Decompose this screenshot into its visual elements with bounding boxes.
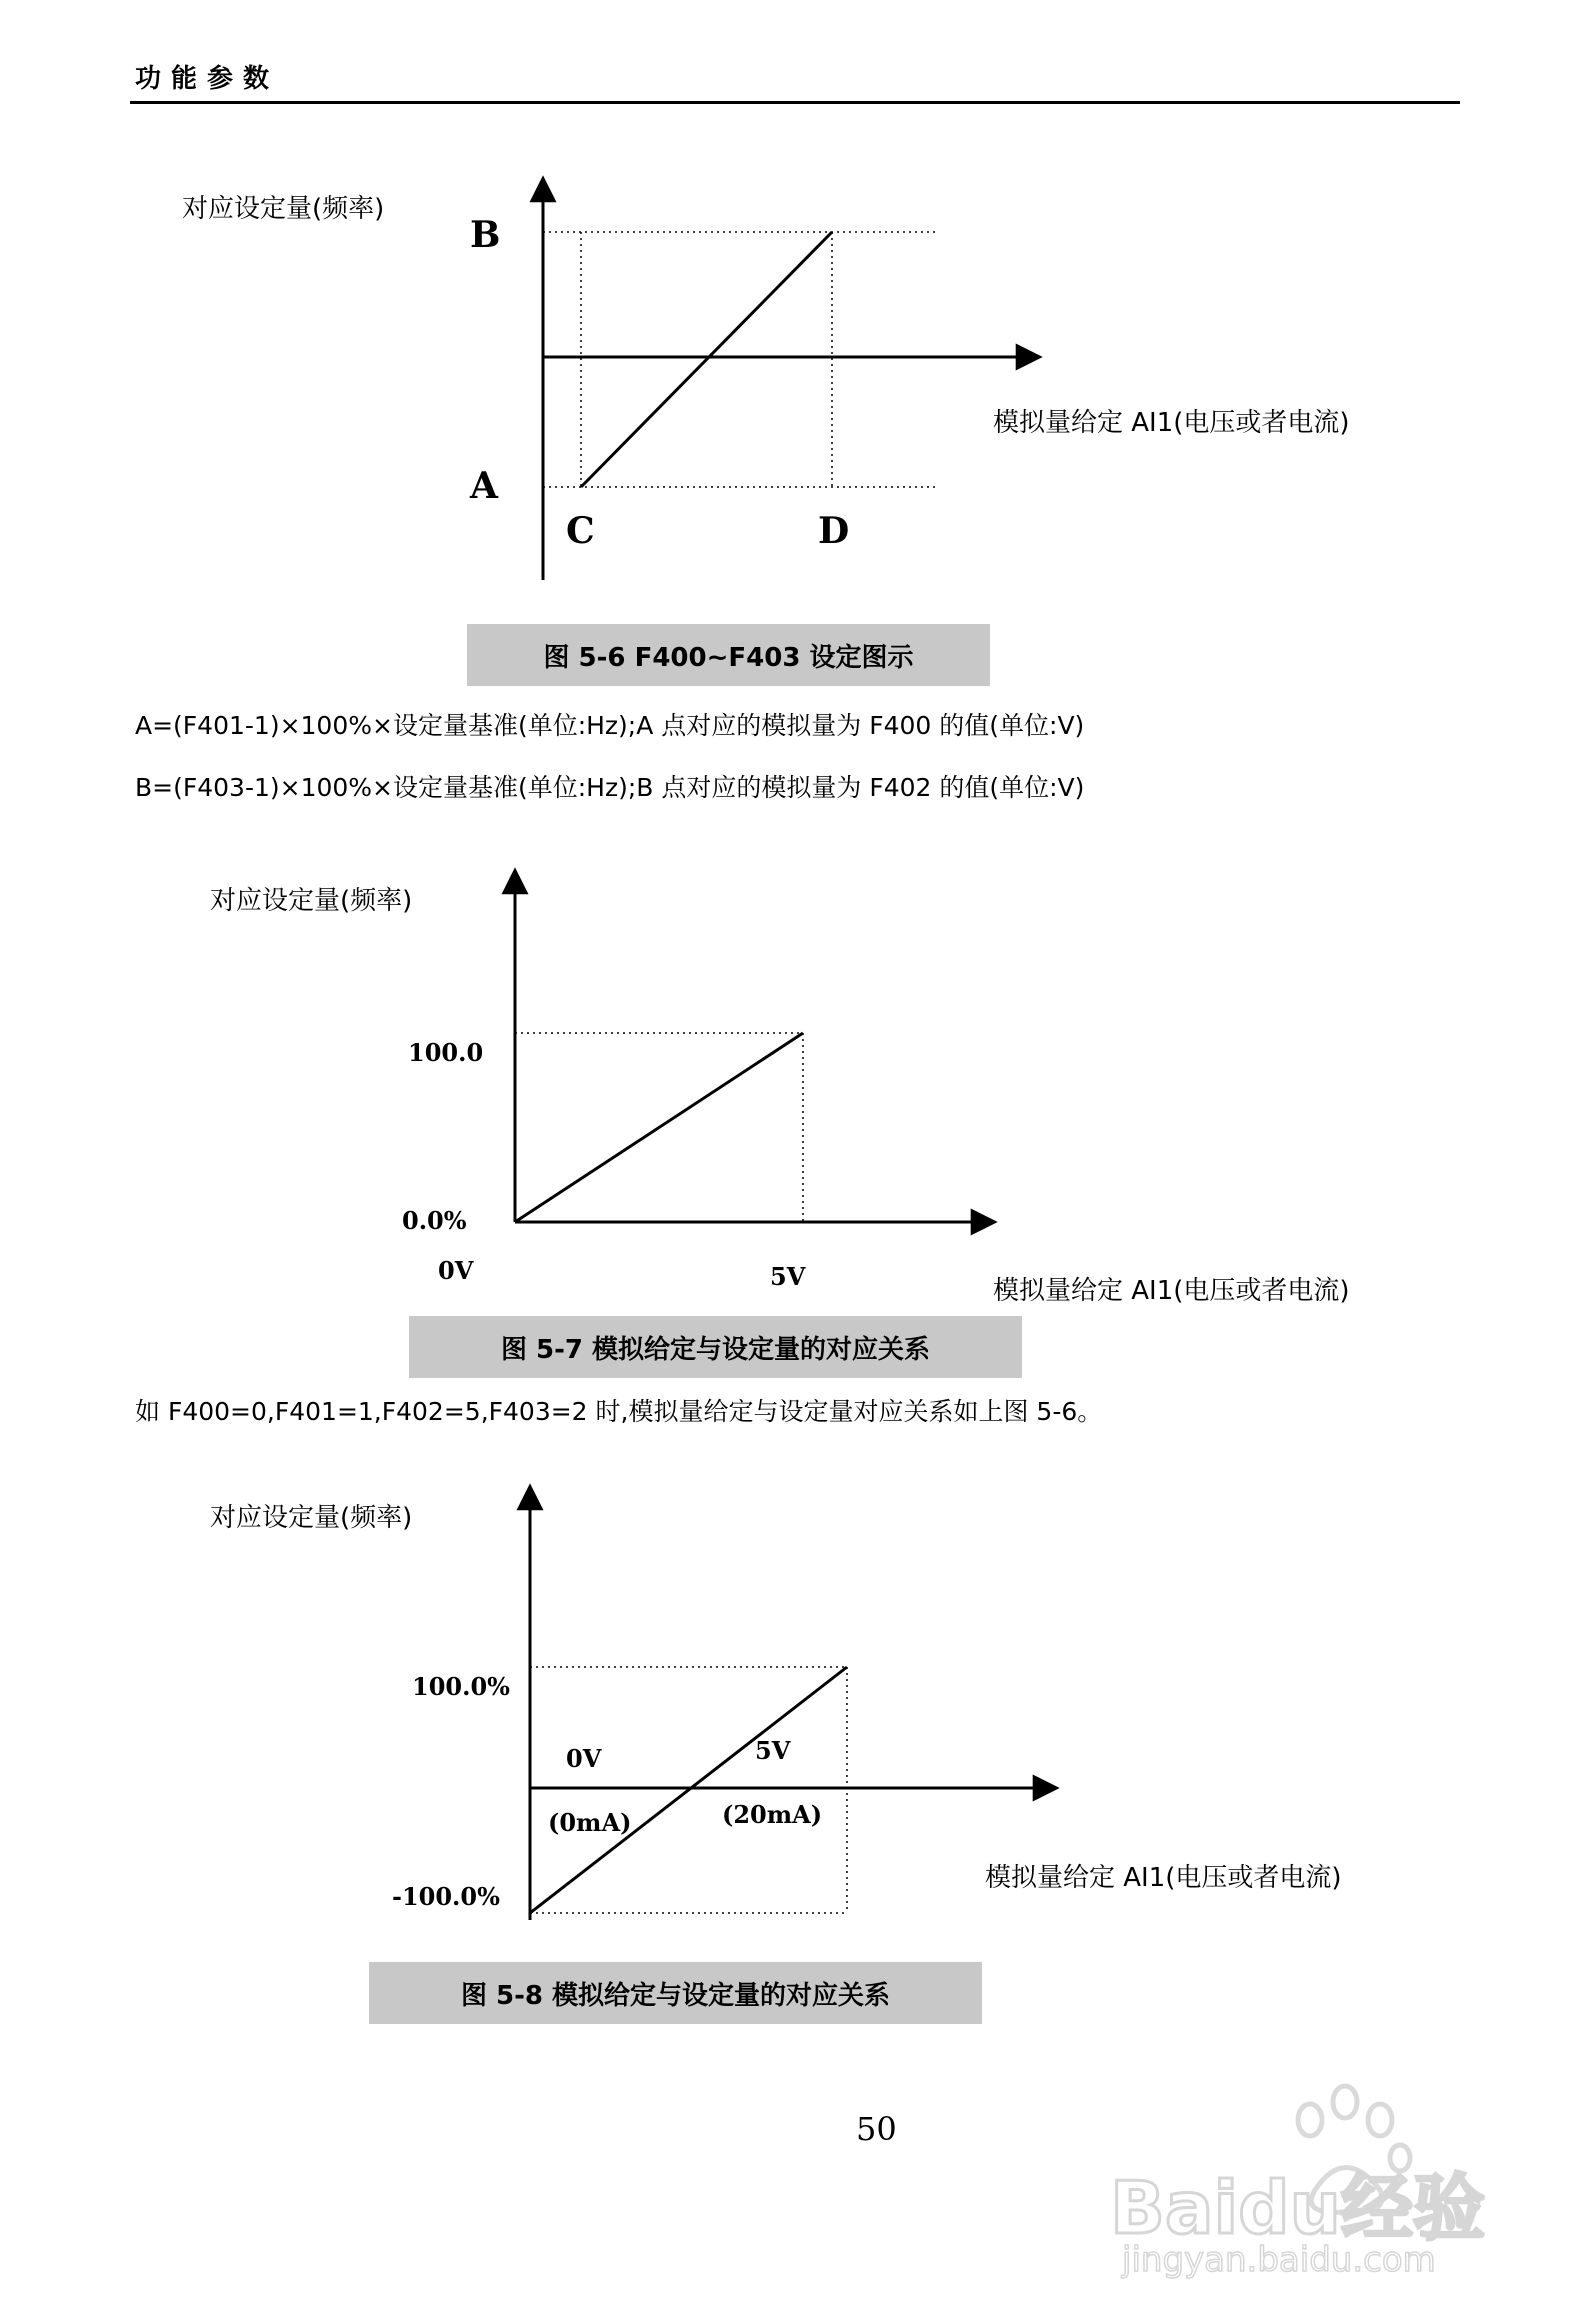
point-a-label: A xyxy=(470,465,498,507)
figure-5-6-caption: 图 5-6 F400~F403 设定图示 xyxy=(467,624,990,686)
page-number: 50 xyxy=(856,2110,897,2148)
y-axis-label: 对应设定量(频率) xyxy=(210,1503,413,1533)
watermark-url: jingyan.baidu.com xyxy=(1122,2240,1436,2280)
x-axis-label: 模拟量给定 AI1(电压或者电流) xyxy=(993,408,1350,438)
formula-a: A=(F401-1)×100%×设定量基准(单位:Hz);A 点对应的模拟量为 F400 的值(单位:V) xyxy=(135,711,1085,740)
current-end-label: (20mA) xyxy=(722,1800,823,1829)
y-tick-bottom: 0.0% xyxy=(402,1206,467,1235)
y-axis-label: 对应设定量(频率) xyxy=(210,886,413,916)
x-axis-label: 模拟量给定 AI1(电压或者电流) xyxy=(985,1863,1342,1893)
y-tick-top: 100.0 xyxy=(408,1038,484,1067)
section-title: 功能参数 xyxy=(135,64,280,94)
point-c-label: C xyxy=(566,510,595,552)
watermark-brand: Baidu经验 xyxy=(1110,2166,1485,2250)
point-b-label: B xyxy=(470,214,501,256)
figure-5-7-caption: 图 5-7 模拟给定与设定量的对应关系 xyxy=(409,1316,1022,1378)
baidu-watermark xyxy=(1110,2080,1530,2280)
formula-b: B=(F403-1)×100%×设定量基准(单位:Hz);B 点对应的模拟量为 F402 的值(单位:V) xyxy=(135,773,1085,802)
figure-5-8-caption: 图 5-8 模拟给定与设定量的对应关系 xyxy=(369,1962,982,2024)
voltage-end-label: 5V xyxy=(755,1736,791,1765)
x-tick-end: 5V xyxy=(770,1262,806,1291)
voltage-start-label: 0V xyxy=(566,1744,602,1773)
y-tick-bottom: -100.0% xyxy=(392,1882,500,1911)
example-text: 如 F400=0,F401=1,F402=5,F403=2 时,模拟量给定与设定量对应关系如上图 5-6。 xyxy=(135,1397,1103,1426)
x-tick-start: 0V xyxy=(438,1256,474,1285)
y-tick-top: 100.0% xyxy=(412,1672,510,1701)
x-axis-label: 模拟量给定 AI1(电压或者电流) xyxy=(993,1276,1350,1306)
y-axis-label: 对应设定量(频率) xyxy=(182,194,385,224)
point-d-label: D xyxy=(818,510,850,552)
characteristic-line xyxy=(530,1667,847,1913)
current-start-label: (0mA) xyxy=(548,1808,632,1837)
